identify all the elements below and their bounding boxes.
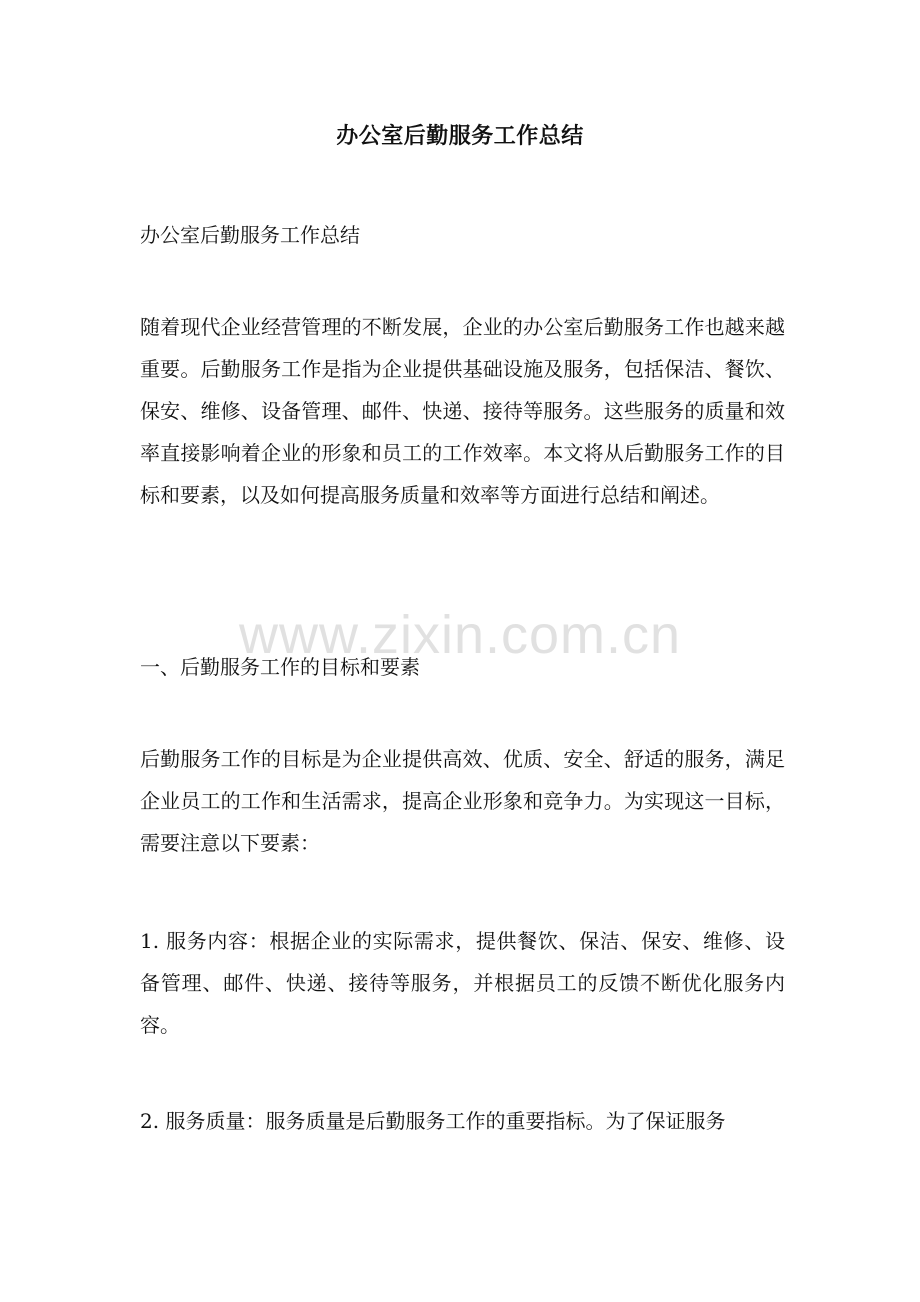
document-title: 办公室后勤服务工作总结 — [336, 123, 584, 149]
document-subtitle: 办公室后勤服务工作总结 — [140, 223, 360, 247]
list-item-1: 1. 服务内容：根据企业的实际需求，提供餐饮、保洁、保安、维修、设备管理、邮件、快递、接待等服务，并根据员工的反馈不断优化服务内容。 — [140, 929, 785, 1037]
goal-paragraph: 后勤服务工作的目标是为企业提供高效、优质、安全、舒适的服务，满足企业员工的工作和生活需求，提高企业形象和竞争力。为实现这一目标，需要注意以下要素： — [140, 747, 785, 855]
watermark: www.zixin.com.cn — [238, 605, 682, 665]
section-heading-1: 一、后勤服务工作的目标和要素 — [140, 655, 420, 679]
list-item-2: 2. 服务质量：服务质量是后勤服务工作的重要指标。为了保证服务 — [140, 1109, 726, 1133]
intro-paragraph: 随着现代企业经营管理的不断发展，企业的办公室后勤服务工作也越来越重要。后勤服务工作是指为企业提供基础设施及服务，包括保洁、餐饮、保安、维修、设备管理、邮件、快递、接待等服务。这些服务的质量和效率直接影响着企业的形象和员工的工作效率。本文将从后勤服务工作的目标和要素，以及如何提高服务质量和效率等方面进行总结和阐述。 — [140, 315, 785, 507]
